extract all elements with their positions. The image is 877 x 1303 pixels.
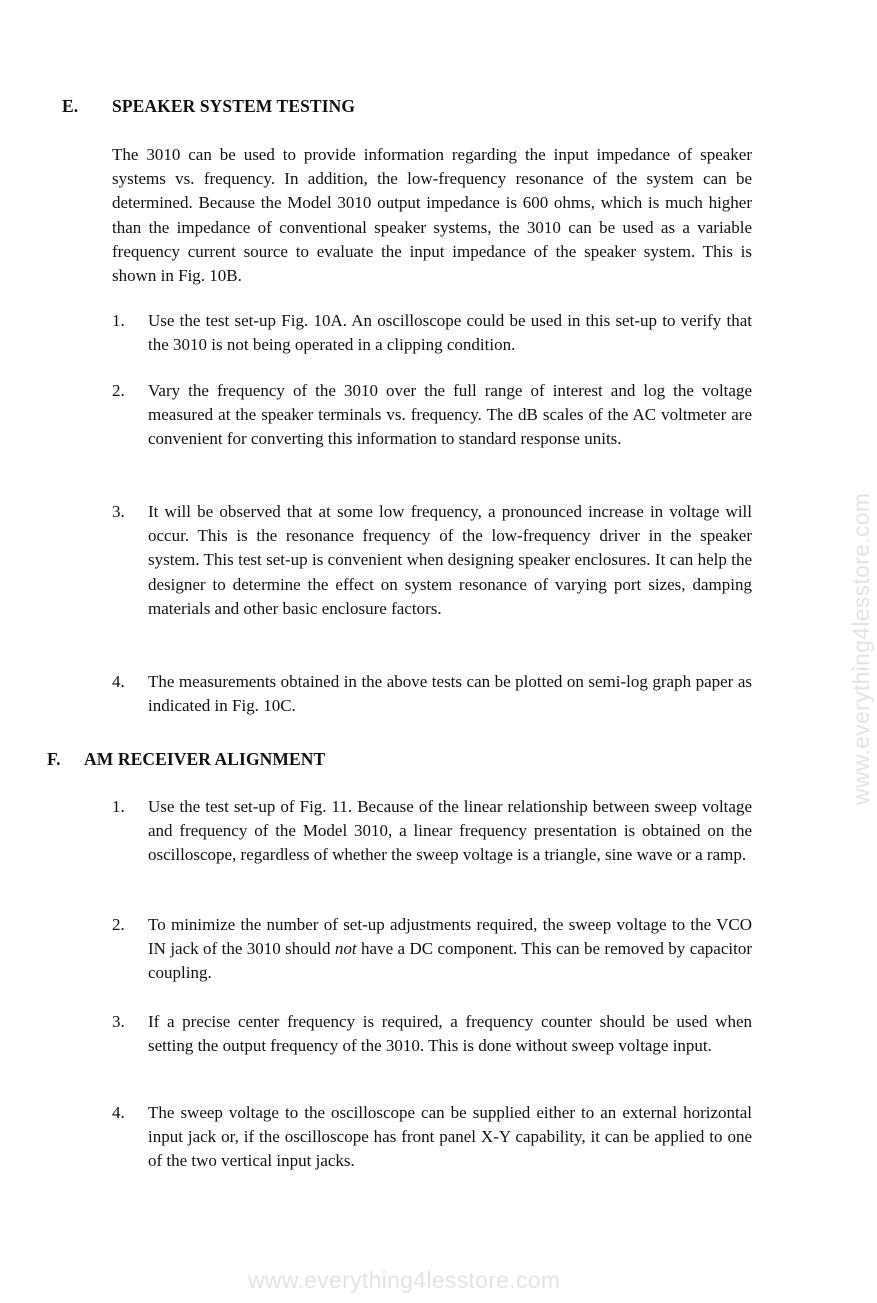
emphasis-not: not: [334, 939, 357, 959]
item-number: 4.: [112, 1103, 125, 1122]
item-text-part: To minimize the number of set-up adjustments required, the sweep voltage to the VCO IN jack of the 3010 should: [148, 915, 752, 959]
section-e-letter: E.: [62, 96, 79, 116]
item-number: 4.: [112, 672, 125, 691]
item-number: 2.: [112, 915, 125, 934]
section-f-title: AM RECEIVER ALIGNMENT: [84, 749, 326, 769]
item-text-part: have a DC component. This can be removed by capacitor coupling.: [148, 939, 752, 983]
bottom-watermark: www.everything4lesstore.com: [248, 1267, 561, 1293]
item-text: Use the test set-up Fig. 10A. An oscilloscope could be used in this set-up to verify that the 3010 is not being operated in a clipping condition.: [148, 311, 752, 355]
item-text: Vary the frequency of the 3010 over the full range of interest and log the voltage measured at the speaker terminals vs. frequency. The dB scales of the AC voltmeter are convenient for converting this information to standard response units.: [148, 381, 752, 449]
item-number: 2.: [112, 381, 125, 400]
item-number: 3.: [112, 502, 125, 521]
item-text: The measurements obtained in the above tests can be plotted on semi-log graph paper as indicated in Fig. 10C.: [148, 672, 752, 716]
item-text: If a precise center frequency is required, a frequency counter should be used when setting the output frequency of the 3010. This is done without sweep voltage input.: [148, 1012, 752, 1056]
item-text: The sweep voltage to the oscilloscope can be supplied either to an external horizontal input jack or, if the oscilloscope has front panel X-Y capability, it can be applied to one of the two vertical input jacks.: [148, 1103, 752, 1171]
item-number: 1.: [112, 797, 125, 816]
item-text: It will be observed that at some low frequency, a pronounced increase in voltage will occur. This is the resonance frequency of the low-frequency driver in the speaker system. This test set-up is convenient when designing speaker enclosures. It can help the designer to determine the effect on system resonance of varying port sizes, damping materials and other basic enclosure factors.: [148, 502, 752, 618]
section-e-intro: The 3010 can be used to provide information regarding the input impedance of speaker systems vs. frequency. In addition, the low-frequency resonance of the system can be determined. Because the Model 3010 output impedance is 600 ohms, which is much higher than the impedance of conventional speaker systems, the 3010 can be used as a variable frequency current source to evaluate the input impedance of the speaker system. This is shown in Fig. 10B.: [112, 145, 752, 286]
item-number: 3.: [112, 1012, 125, 1031]
side-watermark: www.everything4lesstore.com: [848, 492, 874, 805]
section-f-letter: F.: [47, 749, 61, 769]
section-e-title: SPEAKER SYSTEM TESTING: [112, 96, 356, 116]
item-text: Use the test set-up of Fig. 11. Because of the linear relationship between sweep voltage and frequency of the Model 3010, a linear frequency presentation is obtained on the oscilloscope, regardless of whether the sweep voltage is a triangle, sine wave or a ramp.: [148, 797, 752, 865]
item-text: [148, 913, 752, 986]
item-number: 1.: [112, 311, 125, 330]
